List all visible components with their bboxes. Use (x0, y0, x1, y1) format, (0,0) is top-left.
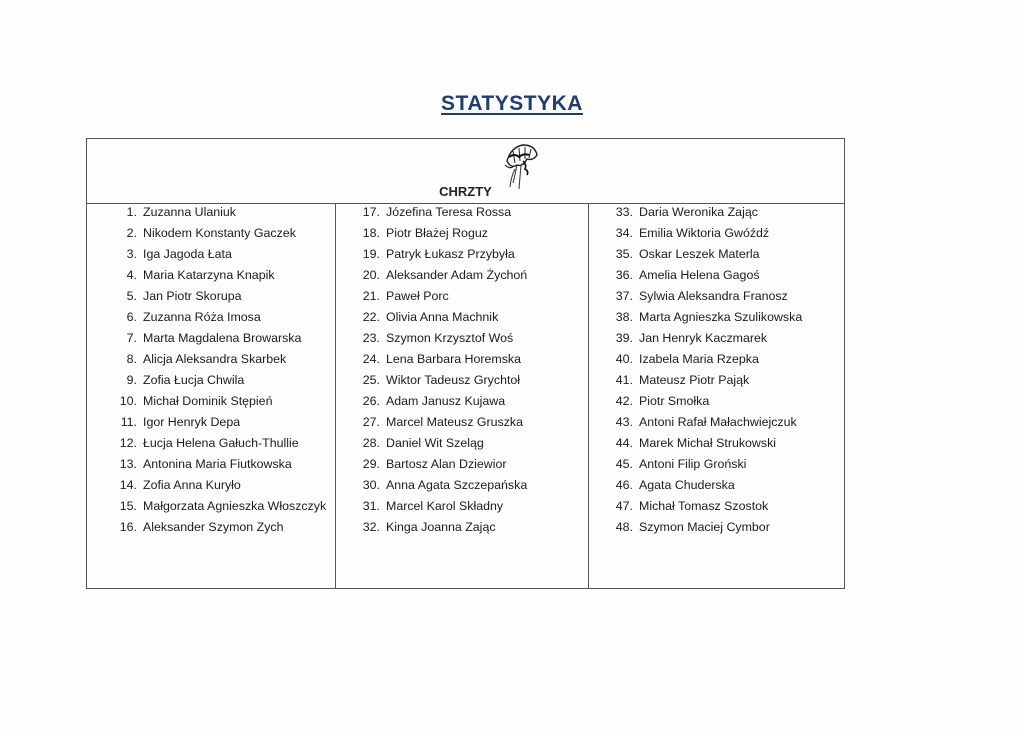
list-item (605, 288, 802, 309)
list-item-number: 17. (362, 205, 380, 219)
list-item-name: Zuzanna Ulaniuk (143, 205, 236, 219)
list-item-number: 31. (362, 499, 380, 513)
section-title: CHRZTY (439, 184, 492, 199)
list-item-name: Zofia Łucja Chwila (143, 373, 245, 387)
list-item-number: 34. (615, 226, 633, 240)
list-item-number: 11. (120, 415, 137, 429)
list-item-name: Patryk Łukasz Przybyła (386, 247, 515, 261)
list-item-number: 43. (615, 415, 633, 429)
list-item-number: 48. (615, 520, 633, 534)
list-item-name: Amelia Helena Gagoś (639, 268, 760, 282)
list-item-number: 41. (615, 373, 633, 387)
list-item-name: Marta Agnieszka Szulikowska (639, 310, 803, 324)
list-item-name: Piotr Smołka (639, 394, 710, 408)
list-item (352, 519, 527, 540)
list-item (605, 372, 802, 393)
list-item-number: 12. (119, 436, 137, 450)
list-item-name: Michał Tomasz Szostok (639, 499, 769, 513)
list-item (605, 477, 802, 498)
list-item-name: Marcel Karol Składny (386, 499, 504, 513)
list-item-number: 28. (362, 436, 380, 450)
list-item (105, 456, 326, 477)
list-item (105, 414, 326, 435)
list-item-number: 33. (615, 205, 633, 219)
list-item-number: 29. (362, 457, 380, 471)
list-item-name: Józefina Teresa Rossa (386, 205, 512, 219)
list-item-name: Bartosz Alan Dziewior (386, 457, 507, 471)
list-item (352, 435, 527, 456)
list-item (605, 330, 802, 351)
list-item-name: Nikodem Konstanty Gaczek (143, 226, 296, 240)
list-item (105, 288, 326, 309)
list-item (352, 225, 527, 246)
list-item (105, 330, 326, 351)
table-header (87, 139, 844, 204)
list-item-name: Zofia Anna Kuryło (143, 478, 241, 492)
list-item (605, 519, 802, 540)
list-item-number: 10. (119, 394, 137, 408)
list-item-name: Aleksander Adam Żychoń (386, 268, 528, 282)
list-item-number: 1. (126, 205, 137, 219)
list-item-number: 40. (615, 352, 633, 366)
column-divider (588, 204, 589, 588)
list-item-number: 24. (362, 352, 380, 366)
list-item-name: Łucja Helena Gałuch-Thullie (143, 436, 299, 450)
list-item (105, 309, 326, 330)
list-item-name: Aleksander Szymon Zych (143, 520, 284, 534)
list-item-name: Marcel Mateusz Gruszka (386, 415, 524, 429)
list-item-number: 26. (362, 394, 380, 408)
list-item-number: 44. (615, 436, 633, 450)
list-item-number: 39. (615, 331, 633, 345)
list-item (605, 267, 802, 288)
list-item (352, 477, 527, 498)
list-item-number: 38. (615, 310, 633, 324)
list-item (605, 225, 802, 246)
list-item-name: Anna Agata Szczepańska (386, 478, 528, 492)
list-item (352, 456, 527, 477)
list-item (605, 309, 802, 330)
list-item-number: 45. (615, 457, 633, 471)
list-item (105, 519, 326, 540)
list-item (105, 372, 326, 393)
page-title (0, 92, 1024, 116)
list-item-name: Antoni Filip Groński (639, 457, 747, 471)
list-item-number: 2. (126, 226, 137, 240)
list-item-name: Sylwia Aleksandra Franosz (639, 289, 788, 303)
list-item-number: 7. (126, 331, 137, 345)
list-item (352, 330, 527, 351)
list-item-number: 3. (126, 247, 137, 261)
list-item (352, 204, 527, 225)
list-item (352, 372, 527, 393)
list-item-name: Szymon Krzysztof Woś (386, 331, 514, 345)
baptism-table (86, 138, 845, 589)
list-item-name: Izabela Maria Rzepka (639, 352, 759, 366)
list-item-name: Kinga Joanna Zając (386, 520, 496, 534)
list-item-name: Paweł Porc (386, 289, 449, 303)
list-item (105, 477, 326, 498)
list-item (352, 351, 527, 372)
list-item (105, 204, 326, 225)
list-item-number: 35. (615, 247, 633, 261)
list-item-number: 36. (615, 268, 633, 282)
list-item (352, 414, 527, 435)
list-item-number: 19. (362, 247, 380, 261)
list-item-number: 30. (362, 478, 380, 492)
list-item (105, 225, 326, 246)
list-item-number: 15. (119, 499, 137, 513)
list-item-number: 46. (615, 478, 633, 492)
list-item (605, 414, 802, 435)
list-item-number: 20. (362, 268, 380, 282)
names-column-1 (105, 204, 326, 540)
list-item-number: 32. (362, 520, 380, 534)
list-item-name: Michał Dominik Stępień (143, 394, 273, 408)
list-item-name: Małgorzata Agnieszka Włoszczyk (143, 499, 327, 513)
list-item-name: Olivia Anna Machnik (386, 310, 499, 324)
list-item (352, 267, 527, 288)
list-item (352, 393, 527, 414)
names-column-3 (605, 204, 802, 540)
list-item-name: Mateusz Piotr Pająk (639, 373, 750, 387)
list-item-name: Agata Chuderska (639, 478, 735, 492)
list-item-name: Jan Piotr Skorupa (143, 289, 242, 303)
list-item-number: 9. (126, 373, 137, 387)
list-item (352, 309, 527, 330)
list-item-name: Antonina Maria Fiutkowska (143, 457, 292, 471)
list-item-name: Zuzanna Róża Imosa (143, 310, 261, 324)
list-item (605, 435, 802, 456)
list-item (352, 288, 527, 309)
list-item (105, 435, 326, 456)
names-column-2 (352, 204, 527, 540)
list-item-name: Antoni Rafał Małachwiejczuk (639, 415, 797, 429)
list-item (605, 246, 802, 267)
list-item-number: 8. (126, 352, 137, 366)
list-item (105, 267, 326, 288)
list-item-name: Maria Katarzyna Knapik (143, 268, 275, 282)
list-item (105, 393, 326, 414)
list-item-number: 22. (362, 310, 380, 324)
list-item-number: 27. (362, 415, 380, 429)
list-item (105, 498, 326, 519)
page-title-text: STATYSTYKA (441, 92, 583, 115)
list-item (605, 204, 802, 225)
list-item-name: Marek Michał Strukowski (639, 436, 777, 450)
list-item-number: 4. (126, 268, 137, 282)
list-item-name: Piotr Błażej Roguz (386, 226, 488, 240)
list-item (605, 498, 802, 519)
list-item-number: 13. (119, 457, 137, 471)
list-item-number: 47. (615, 499, 633, 513)
list-item-number: 21. (362, 289, 380, 303)
list-item-number: 23. (362, 331, 380, 345)
list-item (605, 393, 802, 414)
list-item-name: Marta Magdalena Browarska (143, 331, 302, 345)
list-item-name: Szymon Maciej Cymbor (639, 520, 770, 534)
list-item-number: 6. (126, 310, 137, 324)
list-item-name: Oskar Leszek Materla (639, 247, 760, 261)
list-item-number: 14. (119, 478, 137, 492)
list-item-name: Daria Weronika Zając (639, 205, 758, 219)
list-item (352, 246, 527, 267)
list-item-number: 42. (615, 394, 633, 408)
list-item-name: Iga Jagoda Łata (143, 247, 232, 261)
list-item-number: 18. (362, 226, 380, 240)
list-item (105, 351, 326, 372)
list-item (352, 498, 527, 519)
list-item-number: 25. (362, 373, 380, 387)
list-item-name: Wiktor Tadeusz Grychtoł (386, 373, 521, 387)
list-item-number: 37. (615, 289, 633, 303)
list-item-name: Adam Janusz Kujawa (386, 394, 506, 408)
column-divider (335, 204, 336, 588)
list-item (605, 351, 802, 372)
list-item-name: Igor Henryk Depa (143, 415, 241, 429)
list-item-number: 16. (119, 520, 137, 534)
list-item-number: 5. (126, 289, 137, 303)
list-item-name: Jan Henryk Kaczmarek (639, 331, 768, 345)
list-item-name: Alicja Aleksandra Skarbek (143, 352, 287, 366)
list-item (105, 246, 326, 267)
list-item-name: Daniel Wit Szeląg (386, 436, 484, 450)
list-item-name: Emilia Wiktoria Gwóźdź (639, 226, 770, 240)
list-item (605, 456, 802, 477)
list-item-name: Lena Barbara Horemska (386, 352, 521, 366)
